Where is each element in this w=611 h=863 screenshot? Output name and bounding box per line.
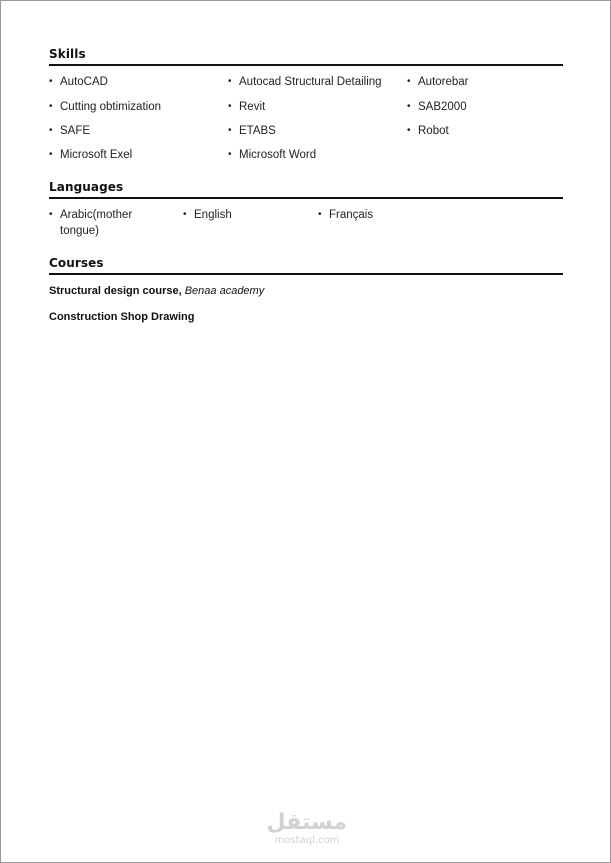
courses-list	[49, 283, 563, 325]
watermark-arabic-logo: مستقل	[266, 810, 347, 835]
skill-item: • SAB2000	[407, 101, 467, 113]
languages-list	[49, 207, 563, 243]
skill-item: • Cutting obtimization	[49, 101, 161, 113]
mostaql-watermark	[267, 811, 347, 847]
languages-heading: Languages	[49, 180, 563, 199]
skill-item: • Revit	[228, 101, 266, 113]
bullet-icon: •	[407, 101, 411, 112]
bullet-icon: •	[228, 76, 232, 87]
skills-list	[49, 74, 563, 170]
bullet-icon: •	[228, 101, 232, 112]
skill-item: • Microsoft Word	[228, 149, 317, 161]
bullet-icon: •	[49, 125, 53, 136]
skill-item: • Robot	[407, 125, 449, 137]
bullet-icon: •	[228, 125, 232, 136]
course-org: Benaa academy	[184, 285, 265, 297]
course-title: Structural design course,	[49, 285, 182, 297]
skills-heading: Skills	[49, 47, 563, 66]
courses-section	[49, 256, 563, 325]
bullet-icon: •	[49, 101, 53, 112]
bullet-icon: •	[407, 125, 411, 136]
bullet-icon: •	[183, 209, 187, 220]
bullet-icon: •	[49, 209, 53, 220]
bullet-icon: •	[49, 149, 53, 160]
skill-item: • Microsoft Exel	[49, 149, 133, 161]
bullet-icon: •	[407, 76, 411, 87]
skill-item: • ETABS	[228, 125, 276, 137]
language-item: • Français	[318, 209, 374, 221]
course-item	[49, 283, 563, 299]
language-item: • English	[183, 209, 232, 221]
course-item	[49, 309, 563, 325]
course-title: Construction Shop Drawing	[49, 311, 195, 323]
bullet-icon: •	[49, 76, 53, 87]
bullet-icon: •	[318, 209, 322, 220]
languages-section	[49, 180, 563, 243]
bullet-icon: •	[228, 149, 232, 160]
courses-heading: Courses	[49, 256, 563, 275]
skill-item: • AutoCAD	[49, 76, 108, 88]
watermark-url: mostaql.com	[274, 835, 340, 846]
skills-section	[49, 47, 563, 170]
skill-item: • Autocad Structural Detailing	[228, 76, 382, 88]
skill-item: • SAFE	[49, 125, 91, 137]
language-item: • Arabic(mother tongue)	[49, 209, 133, 237]
skill-item: • Autorebar	[407, 76, 469, 88]
